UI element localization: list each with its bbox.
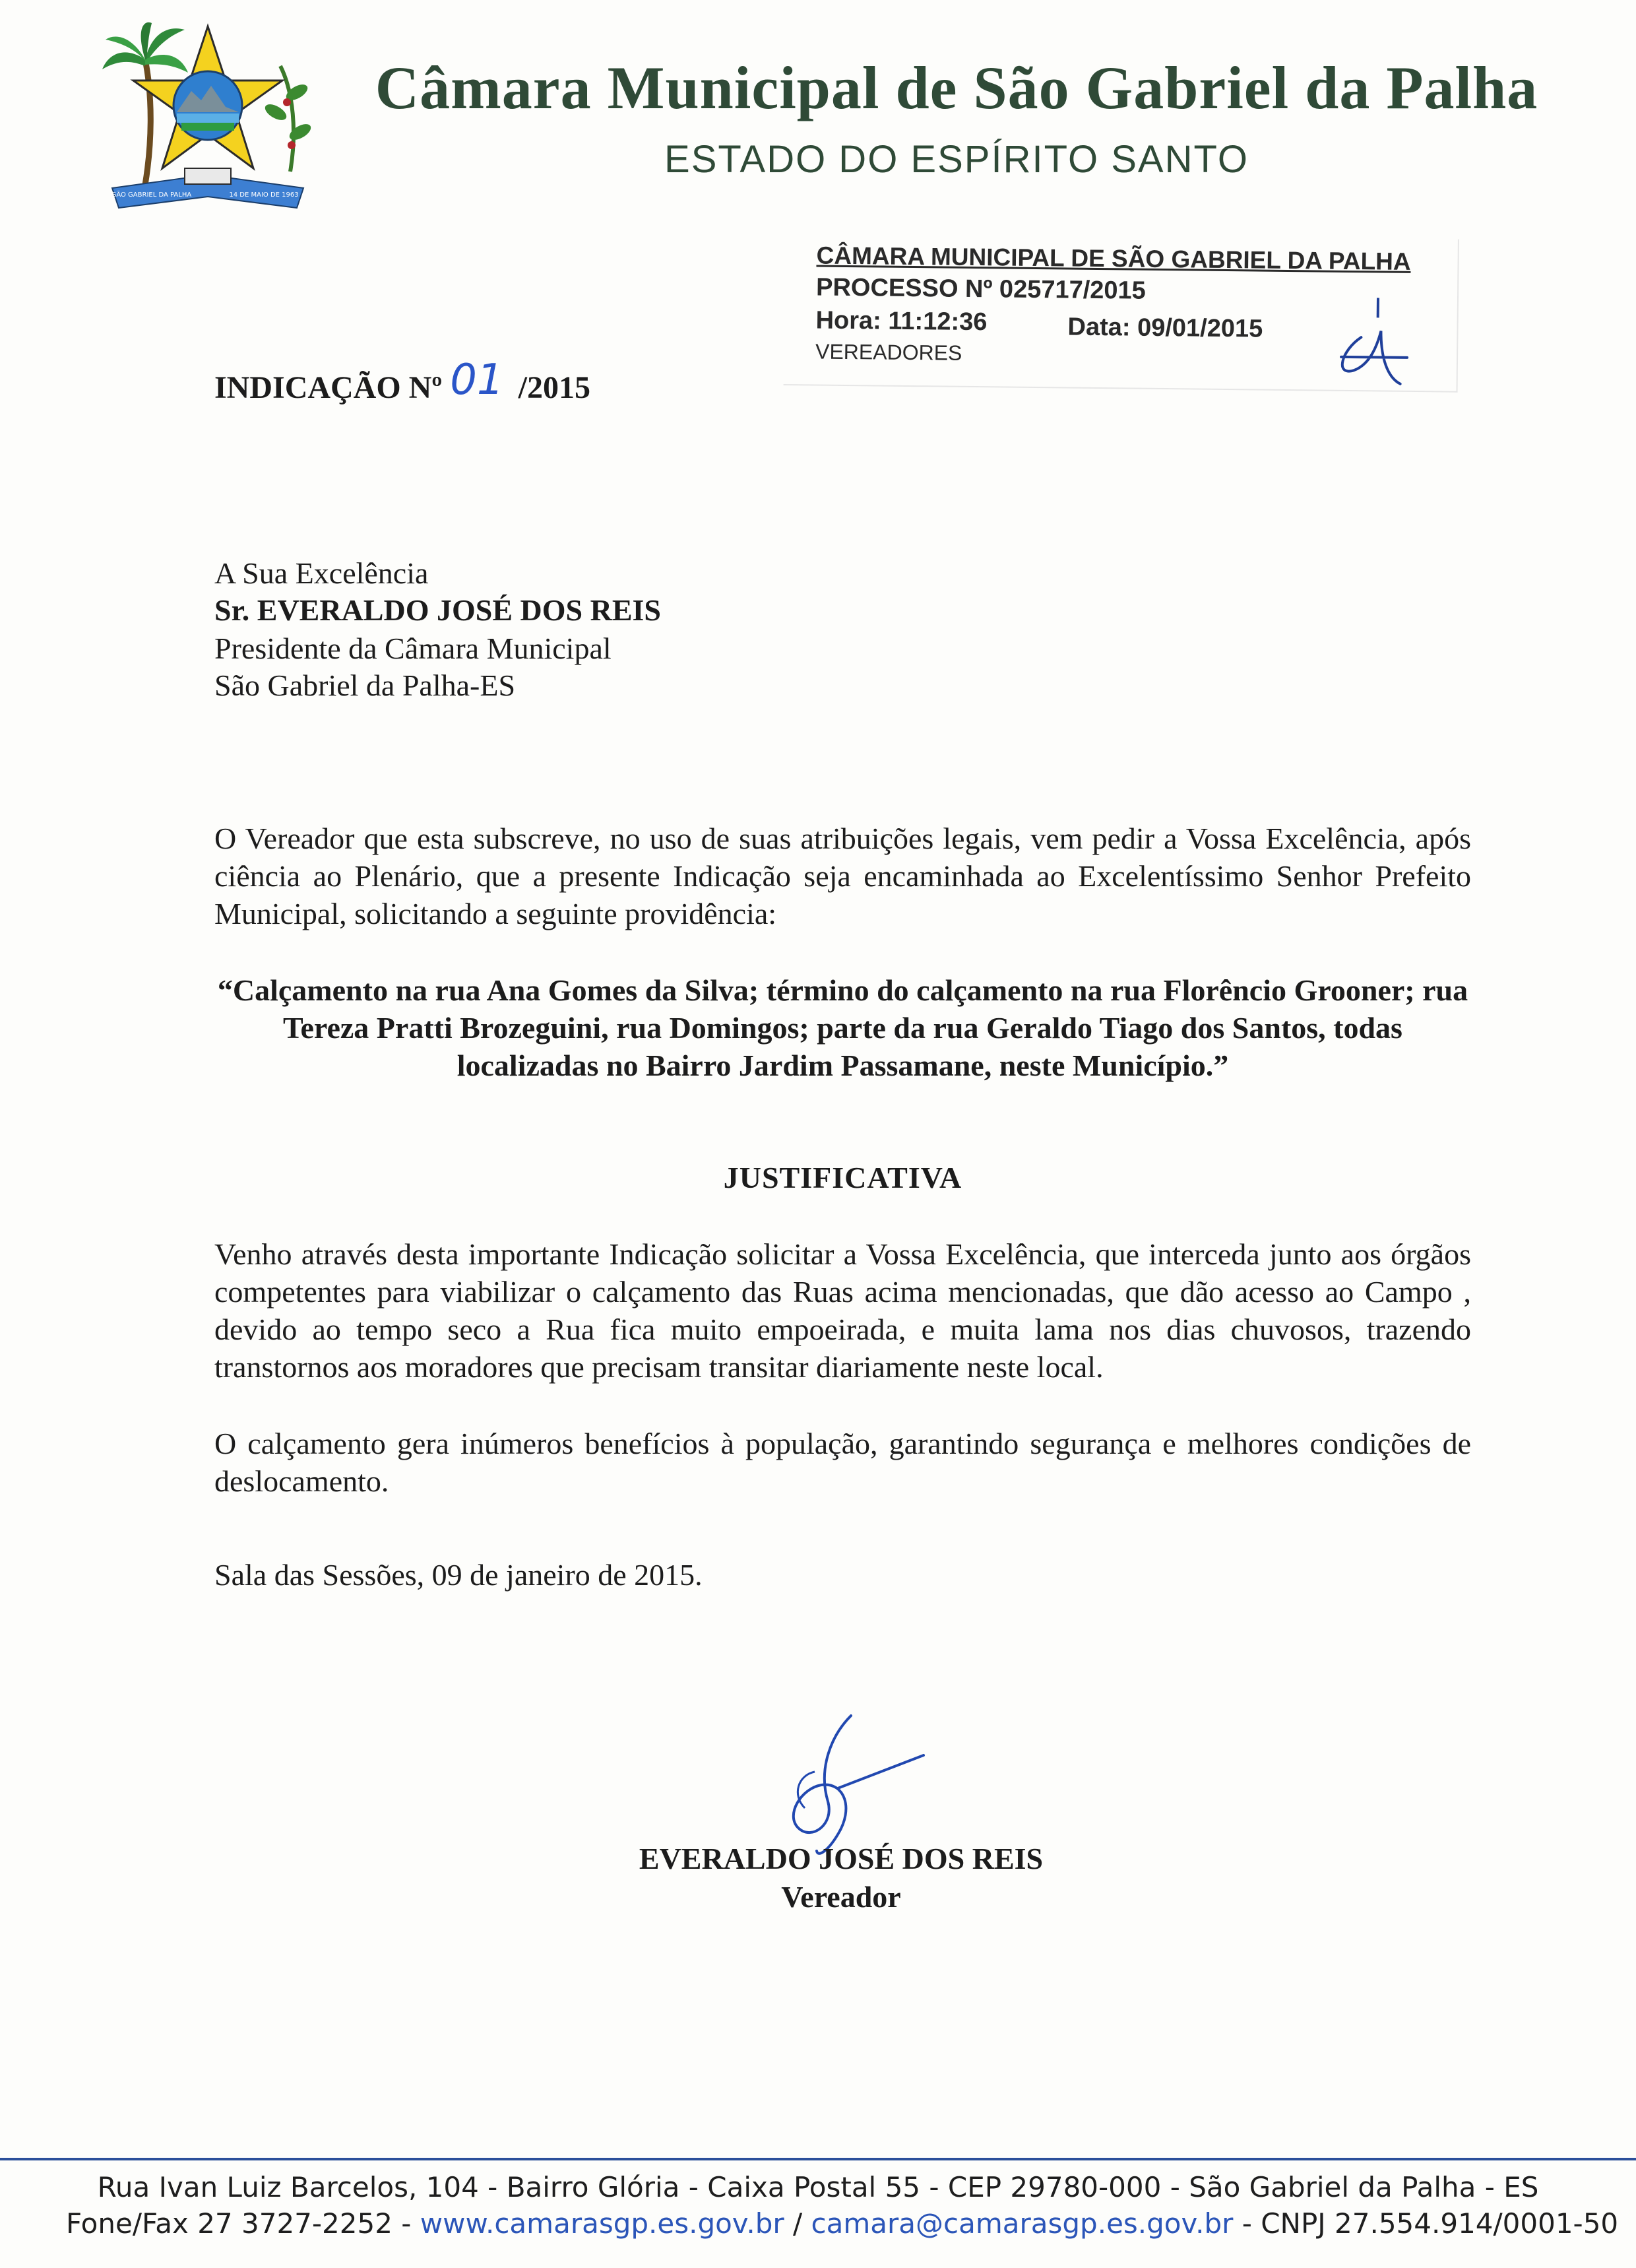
chamber-title: Câmara Municipal de São Gabriel da Palha	[375, 54, 1538, 121]
intro-paragraph: O Vereador que esta subscreve, no uso de suas atribuições legais, vem pedir a Vossa Excelência, após ciência ao Plenário, que a presente Indicação seja encaminhada ao Excelentíssimo Senhor Prefeito Municipal, solicitando a seguinte providência:	[214, 822, 1471, 930]
footer-cnpj: - CNPJ 27.554.914/0001-50	[1233, 2207, 1619, 2240]
stamp-organization: CÂMARA MUNICIPAL DE SÃO GABRIEL DA PALHA	[816, 242, 1411, 275]
stamp-date: Data: 09/01/2015	[1067, 313, 1263, 343]
signer-name: EVERALDO JOSÉ DOS REIS	[639, 1842, 1044, 1875]
justification-paragraph-1: Venho através desta importante Indicação solicitar a Vossa Excelência, que interceda junto aos órgãos competentes para viabilizar o calçamento das Ruas acima mencionadas, que dão acesso ao Campo , devido ao tempo seco a Rua fica muito empoeirada, e muita lama nos dias chuvosos, trazendo transtornos aos moradores que precisam transitar diariamente neste local.	[214, 1237, 1471, 1384]
stamp-process-number: PROCESSO Nº 025717/2015	[815, 273, 1147, 305]
crest-ribbon-right-text: 14 DE MAIO DE 1963	[229, 191, 299, 199]
justification-heading: JUSTIFICATIVA	[723, 1161, 962, 1194]
stamp-time: Hora: 11:12:36	[815, 306, 988, 337]
protocol-stamp	[784, 232, 1459, 393]
footer-contact	[66, 2207, 1619, 2240]
handwritten-signature-icon	[739, 1709, 937, 1861]
municipal-coat-of-arms-icon	[99, 20, 317, 211]
signer-role: Vereador	[781, 1880, 901, 1914]
indication-prefix: INDICAÇÃO Nº	[214, 370, 443, 405]
indication-year: /2015	[518, 370, 590, 405]
closing-line: Sala das Sessões, 09 de janeiro de 2015.	[214, 1558, 703, 1592]
addressee-location: São Gabriel da Palha-ES	[214, 668, 516, 702]
indication-number-handwritten: 01	[450, 356, 504, 405]
indication-heading	[214, 356, 590, 408]
crest-ribbon-left-text: SÃO GABRIEL DA PALHA	[111, 191, 192, 199]
request-paragraph: “Calçamento na rua Ana Gomes da Silva; término do calçamento na rua Florêncio Grooner; rua Tereza Pratti Brozeguini, rua Domingos; parte da rua Geraldo Tiago dos Santos, todas localizadas no Bairro Jardim Passamane, neste Município.”	[217, 973, 1468, 1082]
justification-paragraph-2: O calçamento gera inúmeros benefícios à população, garantindo segurança e melhores condições de deslocamento.	[214, 1427, 1471, 1498]
state-subtitle: ESTADO DO ESPÍRITO SANTO	[664, 138, 1249, 181]
footer-separator: /	[784, 2207, 811, 2240]
footer-phone: Fone/Fax 27 3727-2252 -	[66, 2207, 420, 2240]
stamp-initials-signature-icon	[1315, 290, 1415, 391]
addressee-role: Presidente da Câmara Municipal	[214, 632, 612, 665]
addressee-salutation: A Sua Excelência	[214, 556, 429, 590]
footer-address: Rua Ivan Luiz Barcelos, 104 - Bairro Glória - Caixa Postal 55 - CEP 29780-000 - São Gabriel da Palha - ES	[97, 2171, 1539, 2203]
stamp-department: VEREADORES	[815, 339, 962, 365]
footer-divider	[0, 2158, 1636, 2160]
addressee-name: Sr. EVERALDO JOSÉ DOS REIS	[214, 593, 661, 627]
footer-email-link[interactable]: camara@camarasgp.es.gov.br	[811, 2207, 1234, 2240]
footer-website-link[interactable]: www.camarasgp.es.gov.br	[420, 2207, 784, 2240]
